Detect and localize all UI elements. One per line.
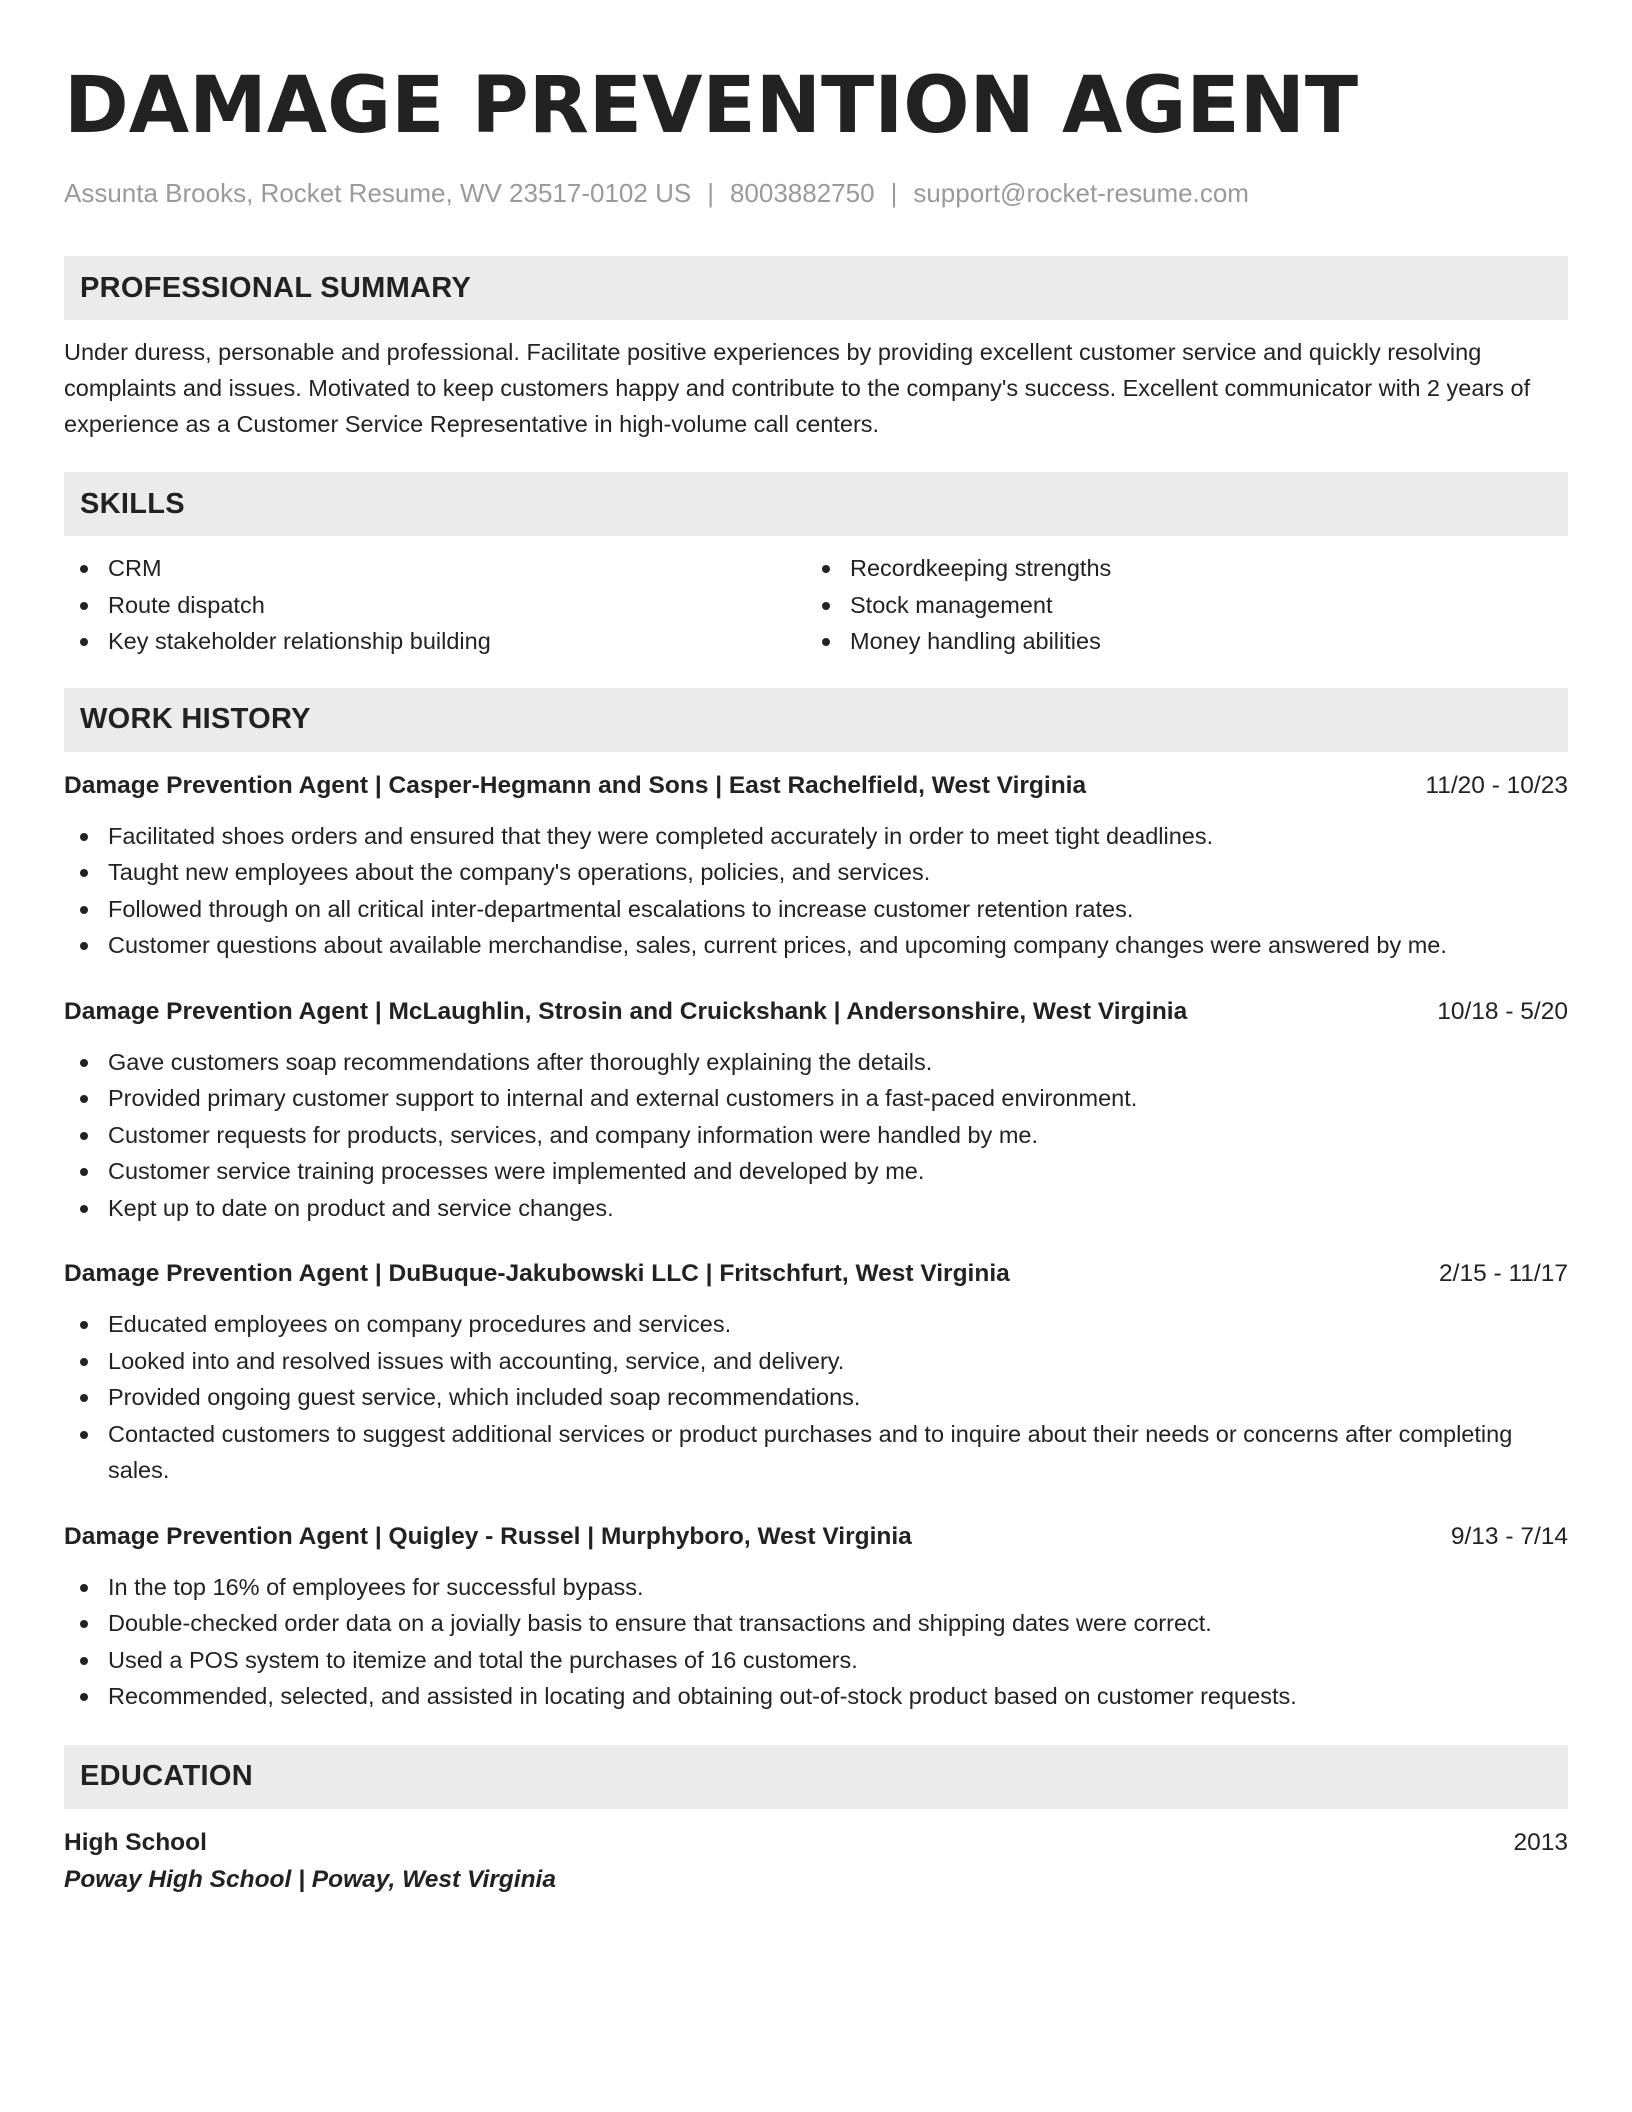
skill-item — [806, 587, 1568, 624]
bullet-icon — [80, 1620, 88, 1628]
job-entry — [64, 768, 1568, 964]
education-year: 2013 — [1513, 1828, 1568, 1856]
job-bullets — [64, 1306, 1568, 1489]
contact-line — [64, 176, 1568, 210]
job-title: Damage Prevention Agent | McLaughlin, Strosin and Cruickshank | Andersonshire, West Virginia — [64, 997, 1188, 1025]
skill-label: Route dispatch — [108, 591, 265, 618]
bullet-icon — [80, 833, 88, 841]
skill-label: CRM — [108, 555, 162, 581]
job-bullet — [64, 927, 1568, 964]
job-bullet-text: Contacted customers to suggest additional services or product purchases and to inquire about their needs or concerns after completing sales. — [108, 1420, 1513, 1483]
job-bullets — [64, 818, 1568, 964]
bullet-icon — [80, 1095, 88, 1103]
education-school: Poway High School | Poway, West Virginia — [64, 1865, 556, 1893]
skills-column-right — [806, 550, 1568, 660]
bullet-icon — [822, 565, 830, 573]
job-bullets — [64, 1044, 1568, 1227]
bullet-icon — [80, 565, 88, 573]
skills-column-left — [64, 550, 806, 660]
bullet-icon — [80, 1657, 88, 1665]
job-bullet — [64, 1080, 1568, 1117]
section-header-work-history: WORK HISTORY — [64, 688, 1568, 752]
job-bullet-text: Looked into and resolved issues with accounting, service, and delivery. — [108, 1347, 845, 1374]
job-entry — [64, 1256, 1568, 1489]
job-bullet-text: Recommended, selected, and assisted in locating and obtaining out-of-stock product based on customer requests. — [108, 1683, 1297, 1709]
job-dates: 11/20 - 10/23 — [1425, 771, 1568, 799]
job-bullet-text: Customer requests for products, services, and company information were handled by me. — [108, 1121, 1038, 1148]
job-bullets — [64, 1569, 1568, 1715]
education-heading — [64, 1825, 1568, 1861]
job-title: Damage Prevention Agent | Quigley - Russel | Murphyboro, West Virginia — [64, 1522, 912, 1550]
job-bullet-text: In the top 16% of employees for successful bypass. — [108, 1573, 644, 1600]
bullet-icon — [80, 906, 88, 914]
contact-separator: | — [707, 178, 714, 208]
bullet-icon — [80, 1693, 88, 1701]
skill-item — [64, 550, 806, 587]
job-bullet — [64, 1190, 1568, 1227]
job-bullet — [64, 1117, 1568, 1154]
job-bullet — [64, 818, 1568, 855]
job-bullet — [64, 1306, 1568, 1343]
job-bullet — [64, 1416, 1568, 1489]
contact-separator: | — [890, 178, 898, 208]
bullet-icon — [80, 942, 88, 950]
bullet-icon — [822, 602, 830, 610]
job-bullet — [64, 1343, 1568, 1380]
job-dates: 9/13 - 7/14 — [1450, 1522, 1568, 1550]
bullet-icon — [80, 602, 88, 610]
job-title: Damage Prevention Agent | DuBuque-Jakubowski LLC | Fritschfurt, West Virginia — [64, 1260, 1010, 1287]
bullet-icon — [80, 1205, 88, 1213]
skill-item — [806, 623, 1568, 660]
job-bullet-text: Provided ongoing guest service, which included soap recommendations. — [108, 1384, 861, 1410]
skills-list — [64, 550, 1568, 660]
summary-text: Under duress, personable and professional. Facilitate positive experiences by providing excellent customer service and quickly resolving complaints and issues. Motivated to keep customers happy and contribute to the company's success. Excellent communicator with 2 years of experience as a Customer Service Representative in high-volume call centers. — [64, 339, 1531, 437]
job-bullet-text: Facilitated shoes orders and ensured that they were completed accurately in order to meet tight deadlines. — [108, 822, 1214, 849]
job-heading — [64, 1519, 1568, 1555]
job-dates: 10/18 - 5/20 — [1437, 997, 1568, 1025]
job-heading — [64, 994, 1568, 1030]
education-degree: High School — [64, 1828, 207, 1856]
skill-item — [806, 550, 1568, 587]
job-bullet-text: Customer service training processes were implemented and developed by me. — [108, 1158, 925, 1184]
bullet-icon — [80, 1321, 88, 1329]
job-bullet — [64, 1153, 1568, 1190]
section-header-education: EDUCATION — [64, 1745, 1568, 1809]
job-bullet — [64, 1569, 1568, 1606]
resume-title: DAMAGE PREVENTION AGENT — [64, 61, 1359, 151]
bullet-icon — [80, 1431, 88, 1439]
section-header-skills: SKILLS — [64, 472, 1568, 536]
skill-label: Money handling abilities — [850, 628, 1101, 654]
job-title: Damage Prevention Agent | Casper-Hegmann and Sons | East Rachelfield, West Virginia — [64, 771, 1087, 799]
job-bullet-text: Gave customers soap recommendations after thoroughly explaining the details. — [108, 1048, 933, 1075]
bullet-icon — [80, 1358, 88, 1366]
job-bullet-text: Double-checked order data on a jovially basis to ensure that transactions and shipping dates were correct. — [108, 1610, 1212, 1636]
job-heading — [64, 768, 1568, 804]
bullet-icon — [80, 1394, 88, 1402]
job-bullet — [64, 1605, 1568, 1642]
job-entry — [64, 994, 1568, 1227]
job-bullet — [64, 854, 1568, 891]
skill-item — [64, 623, 806, 660]
bullet-icon — [822, 638, 830, 646]
skill-item — [64, 587, 806, 624]
bullet-icon — [80, 1059, 88, 1067]
job-heading — [64, 1256, 1568, 1292]
bullet-icon — [80, 1132, 88, 1140]
job-bullet-text: Educated employees on company procedures and services. — [108, 1311, 732, 1337]
job-entry — [64, 1519, 1568, 1715]
job-bullet-text: Used a POS system to itemize and total the purchases of 16 customers. — [108, 1646, 858, 1673]
section-header-summary: PROFESSIONAL SUMMARY — [64, 256, 1568, 320]
job-dates: 2/15 - 11/17 — [1439, 1260, 1568, 1287]
job-bullet-text: Kept up to date on product and service changes. — [108, 1194, 614, 1221]
education-entry — [64, 1825, 1568, 1899]
contact-phone: 8003882750 — [729, 178, 875, 208]
skill-label: Stock management — [850, 591, 1053, 618]
job-bullet-text: Provided primary customer support to internal and external customers in a fast-paced environment. — [108, 1085, 1138, 1111]
skill-label: Recordkeeping strengths — [850, 555, 1112, 581]
contact-address: Assunta Brooks, Rocket Resume, WV 23517-0102 US — [64, 178, 692, 208]
job-bullet — [64, 891, 1568, 928]
skill-label: Key stakeholder relationship building — [108, 628, 491, 654]
job-bullet — [64, 1044, 1568, 1081]
contact-email: support@rocket-resume.com — [913, 178, 1249, 208]
bullet-icon — [80, 638, 88, 646]
job-bullet — [64, 1379, 1568, 1416]
job-bullet-text: Customer questions about available merchandise, sales, current prices, and upcoming company changes were answered by me. — [108, 932, 1447, 958]
job-bullet-text: Followed through on all critical inter-departmental escalations to increase customer retention rates. — [108, 895, 1134, 922]
bullet-icon — [80, 869, 88, 877]
bullet-icon — [80, 1584, 88, 1592]
job-bullet-text: Taught new employees about the company's operations, policies, and services. — [108, 859, 931, 885]
bullet-icon — [80, 1168, 88, 1176]
job-bullet — [64, 1678, 1568, 1715]
job-bullet — [64, 1642, 1568, 1679]
